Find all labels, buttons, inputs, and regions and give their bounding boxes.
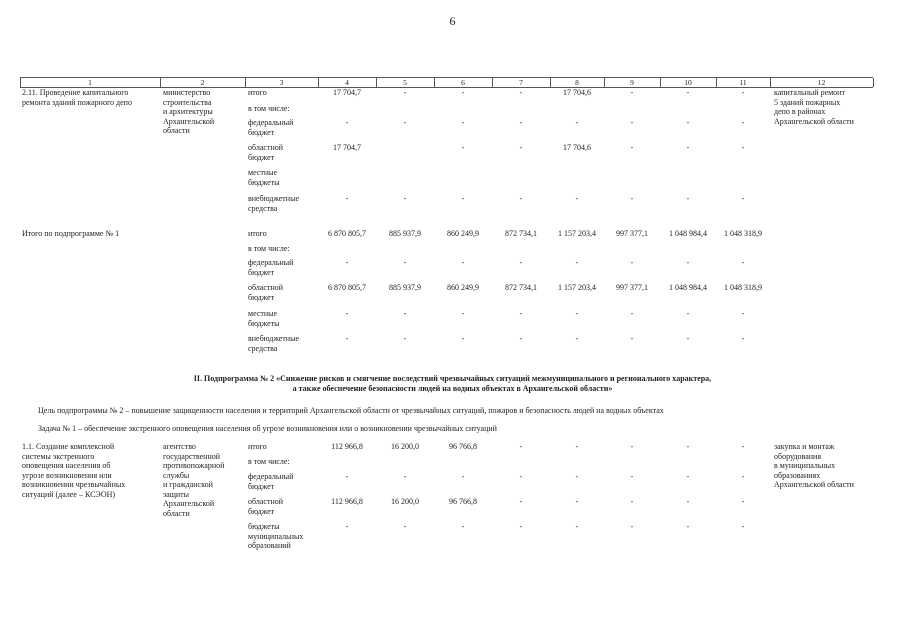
amount-cell: - bbox=[575, 194, 579, 203]
amount-cell: - bbox=[345, 309, 349, 318]
amount-cell: - bbox=[403, 472, 407, 481]
amount-cell: - bbox=[345, 334, 349, 343]
amount-cell: - bbox=[686, 522, 690, 531]
header-cell: 10 bbox=[684, 78, 692, 87]
header-cell: 3 bbox=[279, 78, 284, 87]
amount-cell: - bbox=[575, 334, 579, 343]
funding-source-label: в том числе: bbox=[248, 104, 290, 113]
funding-source-label: внебюджетные bbox=[248, 334, 299, 343]
amount-cell: - bbox=[461, 522, 465, 531]
amount-cell: - bbox=[461, 194, 465, 203]
amount-cell: - bbox=[461, 334, 465, 343]
header-cell: 1 bbox=[88, 78, 92, 87]
amount-cell: - bbox=[345, 118, 349, 127]
amount-cell: 872 734,1 bbox=[505, 283, 537, 292]
item-name-line: оповещения населения об bbox=[22, 461, 111, 470]
amount-cell: - bbox=[519, 309, 523, 318]
amount-cell: - bbox=[519, 334, 523, 343]
amount-cell: - bbox=[575, 258, 579, 267]
amount-cell: - bbox=[461, 118, 465, 127]
executor-line: области bbox=[163, 508, 190, 518]
amount-cell: - bbox=[741, 88, 745, 97]
funding-source-label: средства bbox=[248, 343, 278, 353]
executor-line: агентство bbox=[163, 442, 196, 451]
amount-cell: - bbox=[686, 258, 690, 267]
amount-cell: 96 766,8 bbox=[449, 497, 477, 506]
result-line: депо в районах bbox=[774, 107, 826, 116]
funding-source-label: бюджеты bbox=[248, 318, 280, 328]
executor-line: службы bbox=[163, 470, 190, 480]
amount-cell: - bbox=[575, 522, 579, 531]
amount-cell: - bbox=[403, 88, 407, 97]
result-line: Архангельской области bbox=[774, 480, 854, 489]
executor-line: противопожарной bbox=[163, 461, 225, 470]
amount-cell: - bbox=[630, 522, 634, 531]
amount-cell: 17 704,7 bbox=[333, 88, 361, 97]
funding-source-label: бюджет bbox=[248, 292, 275, 302]
amount-cell: 1 157 203,4 bbox=[558, 283, 596, 292]
page-number: 6 bbox=[449, 14, 456, 28]
executor-line: государственной bbox=[163, 451, 221, 461]
amount-cell: - bbox=[686, 472, 690, 481]
funding-source-label: итого bbox=[248, 442, 267, 451]
amount-cell: 96 766,8 bbox=[449, 442, 477, 451]
amount-cell: - bbox=[461, 143, 465, 152]
amount-cell: - bbox=[630, 88, 634, 97]
funding-source-label: бюджет bbox=[248, 152, 275, 162]
amount-cell: 16 200,0 bbox=[391, 442, 419, 451]
amount-cell: 885 937,9 bbox=[389, 283, 421, 292]
amount-cell: - bbox=[519, 194, 523, 203]
funding-source-label: областной bbox=[248, 497, 284, 506]
funding-source-label: местные bbox=[248, 309, 278, 318]
amount-cell: - bbox=[741, 309, 745, 318]
amount-cell: 112 966,8 bbox=[331, 497, 363, 506]
amount-cell: - bbox=[403, 309, 407, 318]
amount-cell: - bbox=[686, 442, 690, 451]
amount-cell: - bbox=[519, 118, 523, 127]
item-name-line: ситуаций (далее – КСЭОН) bbox=[22, 489, 116, 499]
funding-source-label: федеральный bbox=[248, 472, 294, 481]
amount-cell: - bbox=[630, 442, 634, 451]
funding-source-label: бюджет bbox=[248, 127, 275, 137]
executor-line: и архитектуры bbox=[163, 107, 213, 116]
amount-cell: - bbox=[686, 334, 690, 343]
amount-cell: - bbox=[741, 522, 745, 531]
amount-cell: - bbox=[575, 497, 579, 506]
amount-cell: - bbox=[461, 88, 465, 97]
amount-cell: - bbox=[630, 194, 634, 203]
funding-source-label: в том числе: bbox=[248, 457, 290, 466]
amount-cell: 1 048 318,9 bbox=[724, 283, 762, 292]
subprogram-2-title-line-2: а также обеспечение безопасности людей на водных объектах в Архангельской области» bbox=[292, 384, 613, 393]
header-cell: 8 bbox=[575, 78, 579, 87]
amount-cell: - bbox=[630, 258, 634, 267]
amount-cell: 17 704,6 bbox=[563, 88, 591, 97]
amount-cell: - bbox=[575, 309, 579, 318]
funding-source-label: бюджет bbox=[248, 481, 275, 491]
amount-cell: - bbox=[741, 497, 745, 506]
funding-source-label: областной bbox=[248, 143, 284, 152]
executor-line: Архангельской bbox=[163, 116, 215, 126]
amount-cell: - bbox=[519, 522, 523, 531]
header-cell: 9 bbox=[630, 78, 634, 87]
amount-cell: - bbox=[630, 334, 634, 343]
result-line: 5 зданий пожарных bbox=[774, 97, 841, 107]
amount-cell: - bbox=[403, 118, 407, 127]
funding-source-label: бюджеты bbox=[248, 177, 280, 187]
amount-cell: 872 734,1 bbox=[505, 229, 537, 238]
amount-cell: 17 704,6 bbox=[563, 143, 591, 152]
result-line: Архангельской области bbox=[774, 116, 854, 126]
header-cell: 12 bbox=[817, 78, 826, 87]
funding-source-label: образований bbox=[248, 541, 291, 550]
result-line: в муниципальных bbox=[774, 461, 836, 470]
executor-line: Архангельской bbox=[163, 499, 215, 508]
amount-cell: - bbox=[345, 522, 349, 531]
result-line: капитальный ремонт bbox=[774, 88, 845, 97]
amount-cell: - bbox=[403, 258, 407, 267]
amount-cell: - bbox=[686, 194, 690, 203]
item-name-line: угрозе возникновения или bbox=[22, 470, 112, 480]
item-name-line: возникновении чрезвычайных bbox=[22, 480, 126, 489]
result-line: образованиях bbox=[774, 470, 821, 480]
result-line: оборудования bbox=[774, 451, 821, 461]
item-name-line: 1.1. Создание комплексной bbox=[22, 442, 115, 451]
item-name-line: Итого по подпрограмме № 1 bbox=[22, 229, 120, 238]
amount-cell: 6 870 805,7 bbox=[328, 229, 366, 238]
item-name-line: ремонта зданий пожарного депо bbox=[22, 97, 132, 107]
subprogram-2-title-line-1: II. Подпрограмма № 2 «Снижение рисков и смягчение последствий чрезвычайных ситуаций межмуниципального и регионального характера, bbox=[193, 374, 712, 383]
amount-cell: - bbox=[575, 442, 579, 451]
amount-cell: 1 048 984,4 bbox=[669, 283, 707, 292]
amount-cell: - bbox=[630, 118, 634, 127]
amount-cell: - bbox=[686, 88, 690, 97]
executor-line: строительства bbox=[163, 97, 212, 107]
amount-cell: - bbox=[461, 472, 465, 481]
funding-source-label: местные bbox=[248, 168, 278, 177]
header-cell: 7 bbox=[519, 78, 523, 87]
amount-cell: - bbox=[519, 472, 523, 481]
amount-cell: 997 377,1 bbox=[616, 229, 648, 238]
amount-cell: - bbox=[686, 309, 690, 318]
amount-cell: - bbox=[461, 309, 465, 318]
item-name-line: 2.11. Проведение капитального bbox=[22, 88, 129, 97]
amount-cell: - bbox=[519, 497, 523, 506]
amount-cell: - bbox=[575, 118, 579, 127]
amount-cell: - bbox=[630, 472, 634, 481]
amount-cell: - bbox=[741, 334, 745, 343]
amount-cell: - bbox=[630, 497, 634, 506]
executor-line: области bbox=[163, 126, 190, 135]
amount-cell: - bbox=[403, 334, 407, 343]
amount-cell: - bbox=[403, 194, 407, 203]
amount-cell: - bbox=[345, 258, 349, 267]
amount-cell: 112 966,8 bbox=[331, 442, 363, 451]
header-cell: 11 bbox=[739, 78, 747, 87]
amount-cell: - bbox=[461, 258, 465, 267]
amount-cell: - bbox=[741, 118, 745, 127]
amount-cell: - bbox=[741, 143, 745, 152]
amount-cell: 1 048 984,4 bbox=[669, 229, 707, 238]
executor-line: защиты bbox=[163, 489, 190, 499]
amount-cell: 17 704,7 bbox=[333, 143, 361, 152]
funding-source-label: итого bbox=[248, 88, 267, 97]
funding-source-label: в том числе: bbox=[248, 244, 290, 253]
amount-cell: - bbox=[575, 472, 579, 481]
funding-source-label: федеральный bbox=[248, 118, 294, 127]
amount-cell: 1 157 203,4 bbox=[558, 229, 596, 238]
item-name-line: системы экстренного bbox=[22, 451, 95, 461]
amount-cell: 16 200,0 bbox=[391, 497, 419, 506]
amount-cell: 860 249,9 bbox=[447, 283, 479, 292]
amount-cell: - bbox=[686, 118, 690, 127]
header-cell: 2 bbox=[200, 78, 205, 87]
amount-cell: - bbox=[686, 497, 690, 506]
funding-source-label: средства bbox=[248, 203, 278, 213]
amount-cell: 1 048 318,9 bbox=[724, 229, 762, 238]
amount-cell: 6 870 805,7 bbox=[328, 283, 366, 292]
subprogram-2-task: Задача № 1 – обеспечение экстренного оповещения населения об угрозе возникновения или о возникновении чрезвычайных ситуаций bbox=[38, 424, 497, 433]
funding-source-label: итого bbox=[248, 229, 267, 238]
funding-source-label: бюджет bbox=[248, 506, 275, 516]
result-line: закупка и монтаж bbox=[774, 442, 835, 451]
header-cell: 5 bbox=[403, 78, 407, 87]
funding-source-label: муниципальных bbox=[248, 531, 304, 541]
funding-source-label: федеральный bbox=[248, 258, 294, 267]
amount-cell: - bbox=[630, 309, 634, 318]
amount-cell: - bbox=[630, 143, 634, 152]
amount-cell: - bbox=[519, 258, 523, 267]
funding-source-label: областной bbox=[248, 283, 284, 292]
header-cell: 6 bbox=[461, 78, 465, 87]
amount-cell: - bbox=[345, 472, 349, 481]
amount-cell: - bbox=[403, 522, 407, 531]
amount-cell: 997 377,1 bbox=[616, 283, 648, 292]
amount-cell: - bbox=[519, 442, 523, 451]
amount-cell: - bbox=[741, 472, 745, 481]
amount-cell: - bbox=[686, 143, 690, 152]
amount-cell: - bbox=[741, 442, 745, 451]
executor-line: и гражданской bbox=[163, 480, 213, 489]
amount-cell: - bbox=[741, 258, 745, 267]
subprogram-2-goal: Цель подпрограммы № 2 – повышение защищенности населения и территорий Архангельской области от чрезвычайных ситуаций, пожаров и безопасность людей на водных объектах bbox=[38, 406, 664, 415]
amount-cell: - bbox=[519, 88, 523, 97]
executor-line: министерство bbox=[163, 88, 211, 97]
amount-cell: 885 937,9 bbox=[389, 229, 421, 238]
funding-source-label: бюджет bbox=[248, 267, 275, 277]
header-cell: 4 bbox=[345, 78, 349, 87]
amount-cell: - bbox=[345, 194, 349, 203]
amount-cell: 860 249,9 bbox=[447, 229, 479, 238]
funding-source-label: бюджеты bbox=[248, 522, 280, 531]
funding-source-label: внебюджетные bbox=[248, 194, 299, 203]
amount-cell: - bbox=[741, 194, 745, 203]
amount-cell: - bbox=[519, 143, 523, 152]
